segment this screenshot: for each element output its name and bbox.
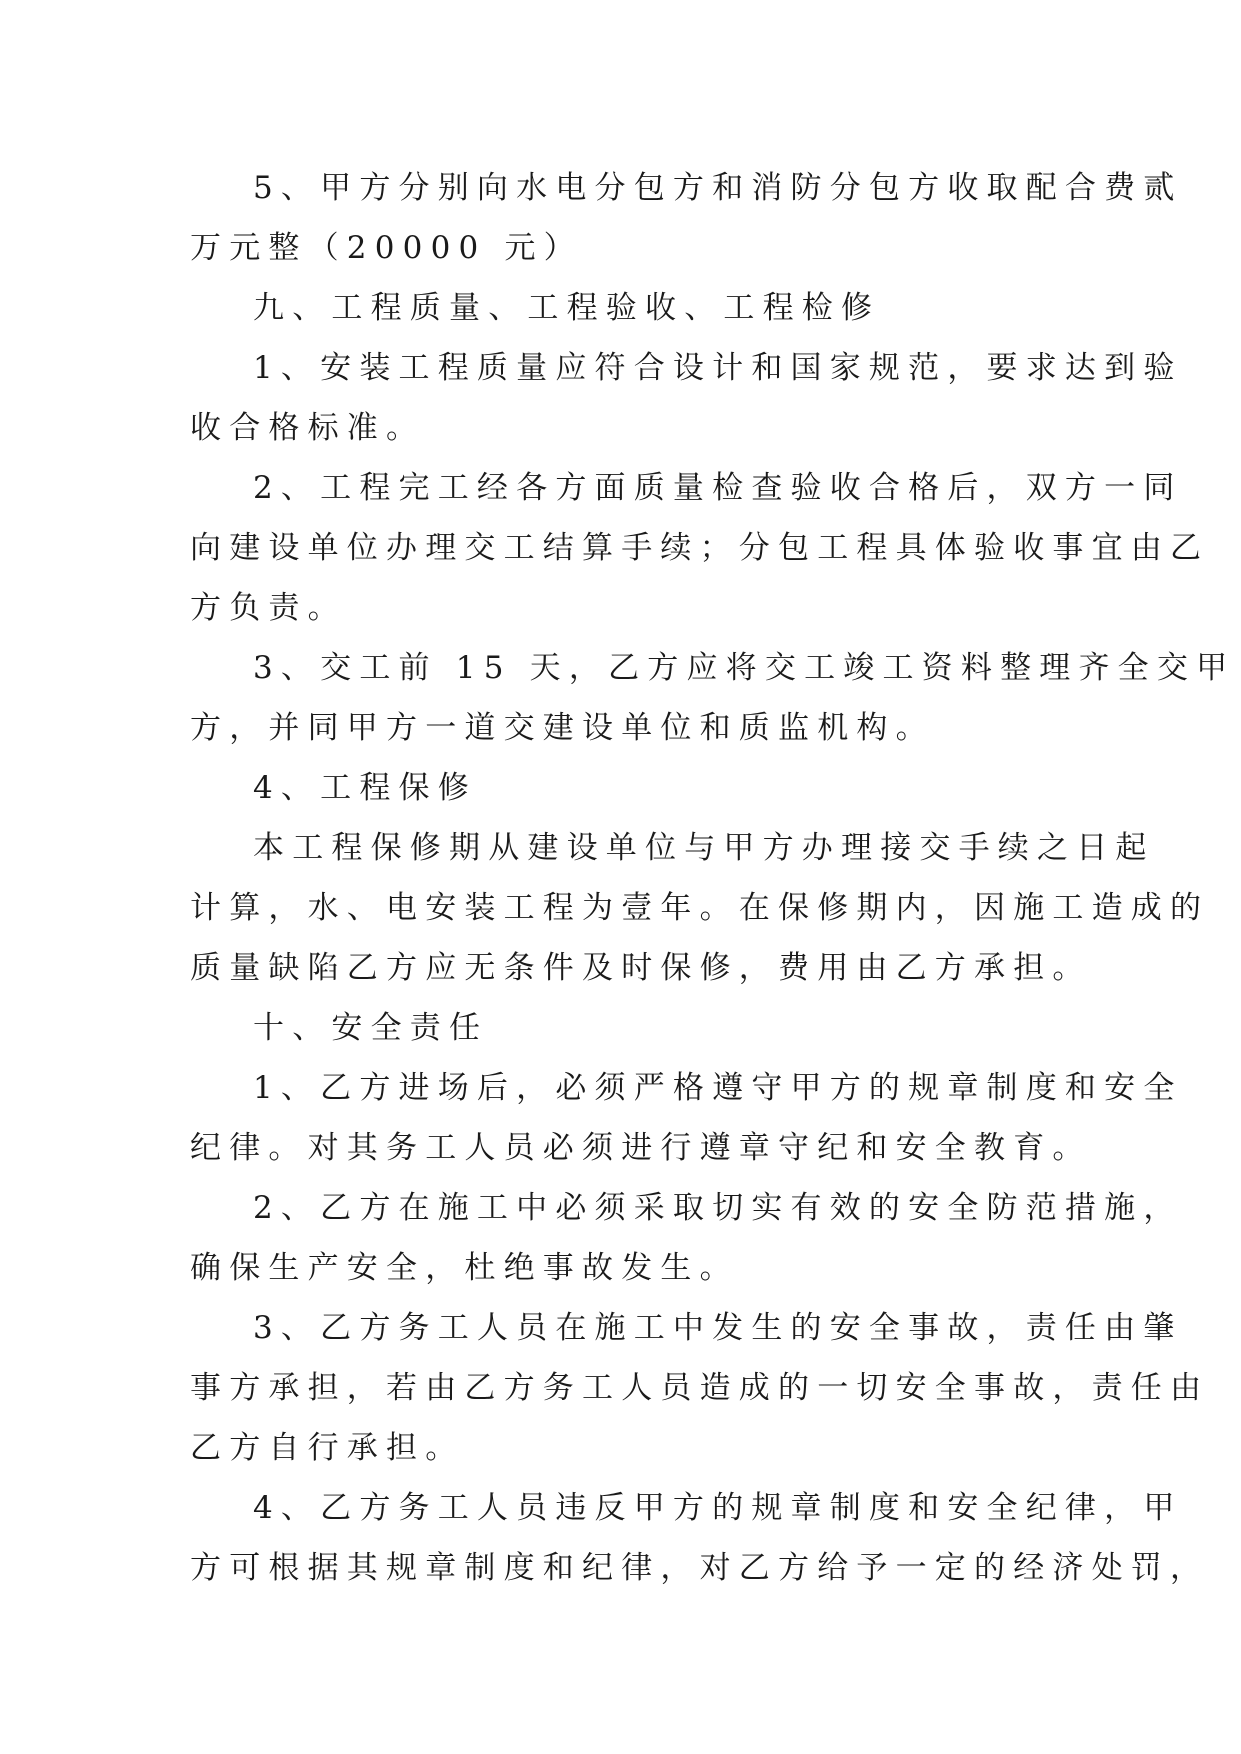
text-line: 5、甲方分别向水电分包方和消防分包方收取配合费贰 (253, 170, 1183, 206)
section-heading: 九、工程质量、工程验收、工程检修 (253, 290, 881, 326)
text-line: 向建设单位办理交工结算手续；分包工程具体验收事宜由乙 (190, 530, 1210, 566)
text-line: 本工程保修期从建设单位与甲方办理接交手续之日起 (253, 830, 1155, 866)
text-line: 3、交工前 15 天，乙方应将交工竣工资料整理齐全交甲 (253, 650, 1236, 686)
text-line: 纪律。对其务工人员必须进行遵章守纪和安全教育。 (190, 1130, 1092, 1166)
text-line: 质量缺陷乙方应无条件及时保修，费用由乙方承担。 (190, 950, 1092, 986)
text-line: 1、乙方进场后，必须严格遵守甲方的规章制度和安全 (253, 1070, 1183, 1106)
text-line: 计算，水、电安装工程为壹年。在保修期内，因施工造成的 (190, 890, 1210, 926)
document-page (190, 158, 1236, 1598)
text-line: 4、乙方务工人员违反甲方的规章制度和安全纪律，甲 (253, 1490, 1183, 1526)
text-line: 确保生产安全，杜绝事故发生。 (190, 1250, 739, 1286)
subsection-heading: 4、工程保修 (253, 770, 477, 806)
text-line: 事方承担，若由乙方务工人员造成的一切安全事故，责任由 (190, 1370, 1210, 1406)
text-line: 乙方自行承担。 (190, 1430, 465, 1466)
text-line: 3、乙方务工人员在施工中发生的安全事故，责任由肇 (253, 1310, 1183, 1346)
text-line: 收合格标准。 (190, 410, 426, 446)
text-line: 2、乙方在施工中必须采取切实有效的安全防范措施， (253, 1190, 1183, 1226)
section-heading: 十、安全责任 (253, 1010, 489, 1046)
text-line: 1、安装工程质量应符合设计和国家规范，要求达到验 (253, 350, 1183, 386)
text-line: 万元整（20000 元） (190, 230, 583, 266)
text-line: 2、工程完工经各方面质量检查验收合格后，双方一同 (253, 470, 1183, 506)
text-line: 方可根据其规章制度和纪律，对乙方给予一定的经济处罚， (190, 1550, 1210, 1586)
text-line: 方，并同甲方一道交建设单位和质监机构。 (190, 710, 935, 746)
text-line: 方负责。 (190, 590, 347, 626)
